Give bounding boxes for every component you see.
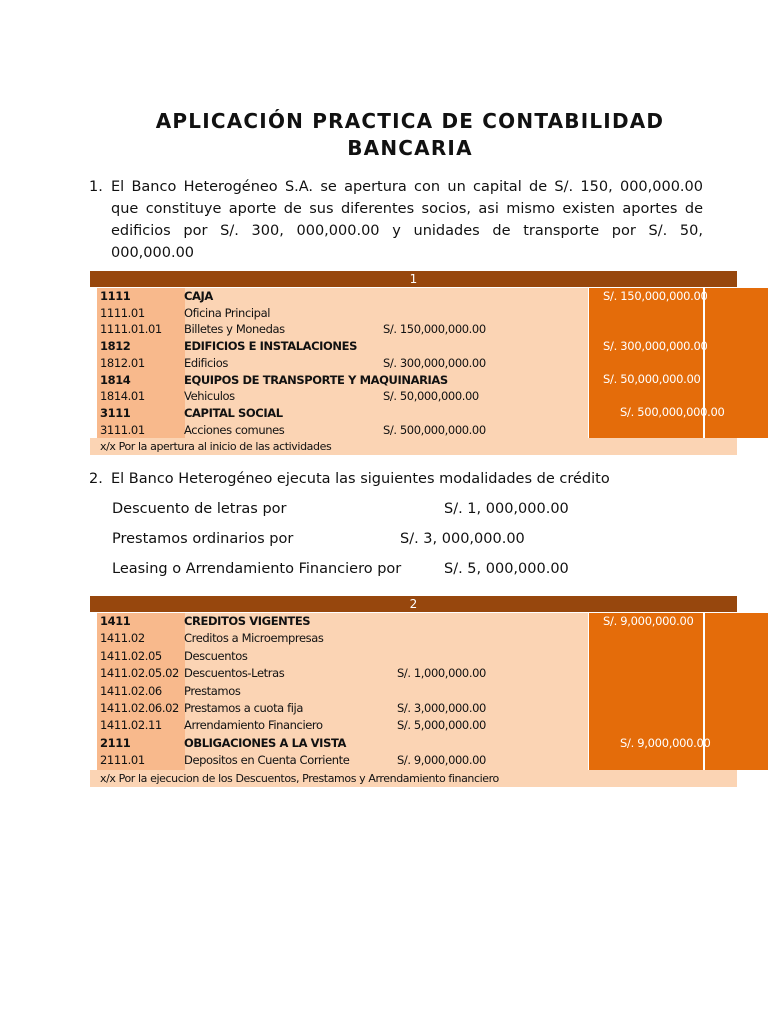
account-amount: S/. 300,000,000.00: [383, 355, 486, 370]
account-amount: S/. 50,000,000.00: [383, 389, 479, 404]
account-code: 1111.01: [100, 305, 145, 320]
item-1-line-4: 000,000.00: [111, 245, 195, 261]
entry-1-footer: [90, 438, 737, 455]
account-code: 2111.01: [100, 753, 145, 768]
account-code: 3111.01: [100, 422, 145, 437]
item-1-line-1: El Banco Heterogéneo S.A. se apertura con un capital de S/. 150, 000,000.00: [111, 179, 703, 195]
account-description: CAPITAL SOCIAL: [184, 405, 283, 420]
account-code: 1411.02: [100, 631, 145, 646]
account-description: CAJA: [184, 289, 213, 303]
account-code: 1411.02.06: [100, 683, 162, 698]
entry-1-debit-2: S/. 300,000,000.00: [603, 339, 708, 353]
entry-1-debit-1: S/. 150,000,000.00: [603, 289, 708, 303]
entry-1-debit-3: S/. 50,000,000.00: [603, 372, 701, 386]
account-description: OBLIGACIONES A LA VISTA: [184, 735, 346, 750]
account-amount: S/. 5,000,000.00: [397, 718, 486, 733]
credit-line-1-label: Descuento de letras por: [112, 501, 287, 517]
account-description: Depositos en Cuenta Corriente: [184, 753, 350, 768]
entry-2-footer: [90, 770, 737, 787]
account-description: Descuentos: [184, 648, 248, 663]
account-code: 1411.02.06.02: [100, 701, 179, 715]
entry-2-credit: S/. 9,000,000.00: [620, 736, 711, 750]
account-description: EQUIPOS DE TRANSPORTE Y MAQUINARIAS: [184, 372, 448, 387]
account-code: 1411.02.05.02: [100, 666, 179, 681]
account-description: Acciones comunes: [184, 422, 285, 437]
journal-entry-2: [90, 596, 737, 788]
account-code: 1411.02.11: [100, 718, 162, 733]
credit-line-2-amount: S/. 3, 000,000.00: [400, 531, 525, 547]
account-code: 3111: [100, 405, 131, 420]
account-amount: S/. 3,000,000.00: [397, 701, 486, 715]
account-description: Edificios: [184, 355, 228, 370]
account-amount: S/. 9,000,000.00: [397, 753, 486, 768]
entry-1-credit: S/. 500,000,000.00: [620, 405, 725, 419]
account-code: 1814.01: [100, 389, 145, 404]
account-amount: S/. 500,000,000.00: [383, 422, 486, 437]
credit-line-1-amount: S/. 1, 000,000.00: [444, 501, 569, 517]
account-description: Oficina Principal: [184, 305, 271, 320]
item-1-line-2: que constituye aporte de sus diferentes socios, asi mismo existen aportes de: [111, 201, 703, 217]
account-code: 1814: [100, 372, 131, 387]
account-description: Prestamos a cuota fija: [184, 701, 303, 715]
account-code: 1111.01.01: [100, 322, 162, 337]
account-description: Creditos a Microempresas: [184, 631, 324, 646]
title-line-1: APLICACIÓN PRACTICA DE CONTABILIDAD: [155, 109, 665, 133]
account-description: Vehiculos: [184, 389, 235, 404]
credit-line-3-amount: S/. 5, 000,000.00: [444, 561, 569, 577]
account-code: 1411.02.05: [100, 648, 162, 663]
account-code: 1411: [100, 614, 131, 628]
item-1-line-3: edificios por S/. 300, 000,000.00 y unidades de transporte por S/. 50,: [111, 223, 703, 239]
page-title: [120, 108, 700, 162]
account-code: 1812: [100, 339, 131, 354]
item-1-number: 1.: [89, 179, 103, 195]
account-code: 2111: [100, 735, 131, 750]
title-line-2: BANCARIA: [347, 136, 473, 160]
account-description: EDIFICIOS E INSTALACIONES: [184, 339, 357, 354]
account-description: Billetes y Monedas: [184, 322, 285, 337]
account-description: Prestamos: [184, 683, 241, 698]
item-1-text: [111, 176, 703, 264]
credit-line-3-label: Leasing o Arrendamiento Financiero por: [112, 561, 402, 577]
account-amount: S/. 1,000,000.00: [397, 666, 486, 681]
account-amount: S/. 150,000,000.00: [383, 322, 486, 337]
account-code: 1111: [100, 289, 131, 303]
entry-1-footer-text: x/x Por la apertura al inicio de las actividades: [100, 440, 332, 453]
account-code: 1812.01: [100, 355, 145, 370]
entry-2-credit-column: [705, 613, 768, 770]
item-2-text: El Banco Heterogéneo ejecuta las siguientes modalidades de crédito: [111, 471, 610, 487]
journal-entry-1: [90, 271, 737, 456]
credit-line-2-label: Prestamos ordinarios por: [112, 531, 294, 547]
entry-2-debit-1: S/. 9,000,000.00: [603, 614, 694, 628]
item-2-number: 2.: [89, 471, 103, 487]
entry-2-header: 2: [90, 596, 737, 612]
entry-1-header: 1: [90, 271, 737, 287]
entry-2-footer-text: x/x Por la ejecucion de los Descuentos, Prestamos y Arrendamiento financiero: [100, 772, 499, 785]
account-description: CREDITOS VIGENTES: [184, 614, 311, 628]
account-description: Descuentos-Letras: [184, 666, 285, 681]
account-description: Arrendamiento Financiero: [184, 718, 323, 733]
